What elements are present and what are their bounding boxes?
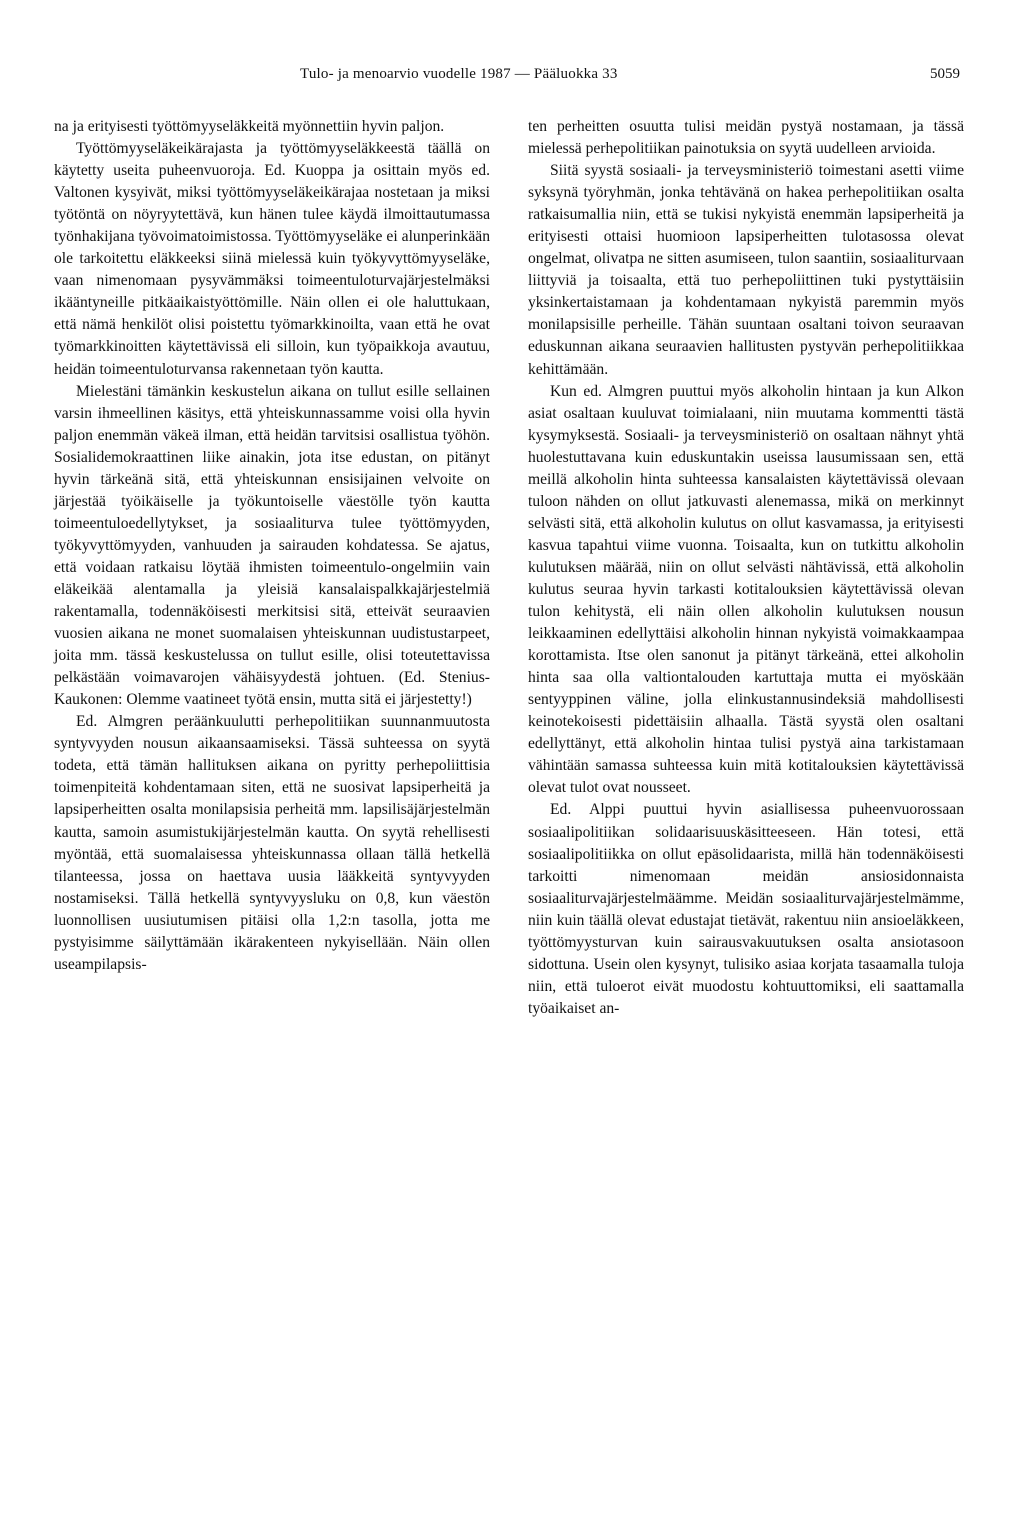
paragraph: Mielestäni tämänkin keskustelun aikana on tullut esille sellainen varsin ihmeellinen käsitys, että yhteiskunnassamme voisi olla hyvin paljon enemmän väkeä ilman, että heidän tarvitsisi osallistua työhön. Sosialidemokraattinen liike ainakin, jota itse edustan, on pitänyt hyvin tärkeänä sitä, että yhteiskunnan ensisijainen velvoite on järjestää työikäiselle ja työkuntoiselle väestölle työn kautta toimeentuloedellytykset, ja sosiaaliturva tulee työttömyyden, työkyvyttömyyden, vanhuuden ja sairauden kohdatessa. Se ajatus, että voidaan ratkaisu löytää ihmisten toimeentulo-ongelmiin vain eläkeikää alentamalla ja yleisiä kansalaispalkkajärjestelmiä rakentamalla, todennäköisesti merkitsisi sitä, etteivät seuraavien vuosien aikana ne monet suomalaisen yhteiskunnan uudistustarpeet, joita mm. tässä keskustelussa on tullut esille, olisi toteutettavissa pelkästään voimavarojen vähäisyydestä johtuen. (Ed. Stenius-Kaukonen: Olemme vaatineet työtä ensin, mutta sitä ei järjestetty!) — [54, 382, 490, 709]
page-header — [0, 66, 1024, 88]
page-number: 5059 — [930, 66, 960, 82]
paragraph: Siitä syystä sosiaali- ja terveysministeriö toimestani asetti viime syksynä työryhmän, jonka tehtävänä on hakea perhepolitiikan osalta ratkaisumallia niin, että se tukisi nykyistä enemmän lapsiperheitä ja erityisesti ottaisi huomioon lapsiperheitten tulotasossa olevat ongelmat, olivatpa ne sitten asumiseen, tulon saantiin, sosiaaliturvaan liittyviä ja toisaalta, että tuo perhepoliittinen tuki pystyttäisiin yksinkertaistamaan ja kohdentamaan nykyistä paremmin myös monilapsisille perheille. Tähän suuntaan osaltani toivon seuraavan eduskunnan aikana seuraavien hallitusten pystyvän perhepolitiikkaa kehittämään. — [528, 162, 964, 378]
paragraph: ten perheitten osuutta tulisi meidän pystyä nostamaan, ja tässä mielessä perhepolitiikan painotuksia on syytä uudelleen arvioida. — [528, 118, 964, 158]
paragraph: Kun ed. Almgren puuttui myös alkoholin hintaan ja kun Alkon asiat osaltaan kuuluvat toimialaani, niin muutama kommentti tästä kysymyksestä. Sosiaali- ja terveysministeriö on osaltaan nähnyt yhtä huolestuttavana kuin eduskuntakin useissa lausumissaan sen, että meillä alkoholin hinta suhteessa kansalaisten käytettävissä olevaan tuloon nähden on ollut jatkuvasti alenemassa, mikä on merkinnyt selvästi sitä, että alkoholin kulutus on ollut kasvamassa, ja erityisesti kasvua tapahtui viime vuonna. Toisaalta, kun on tutkittu alkoholin kulutuksen määrää, niin on ollut selvästi nähtävissä, että alkoholin kulutus seuraa hyvin tarkasti kotitalouksien käytettävissä olevan tulon kehitystä, eli näin ollen alkoholin kulutuksen nousun leikkaaminen edellyttäisi alkoholin hinnan nykyistä voimakkaampaa korottamista. Itse olen sanonut ja pitänyt tärkeänä, ettei alkoholin hinta saa olla valtiontalouden kartuttaja mutta ei myöskään sentyyppinen väline, jolla elinkustannusindeksiä mahdollisesti keinotekoisesti pidettäisiin alhaalla. Tästä syystä olen osaltani edellyttänyt, että alkoholin hintaa tulisi pystyä aina tarkistamaan vähintään samassa suhteessa kuin mitä kotitalouksien käytettävissä olevat tulot ovat nousseet. — [528, 382, 964, 797]
running-title: Tulo- ja menoarvio vuodelle 1987 — Pääluokka 33 — [300, 66, 618, 82]
paragraph: Ed. Alppi puuttui hyvin asiallisessa puheenvuorossaan sosiaalipolitiikan solidaarisuuskäsitteeseen. Hän totesi, että sosiaalipolitiikka on ollut epäsolidaarista, millä hän todennäköisesti tarkoitti nimenomaan meidän ansiosidonnaista sosiaaliturvajärjestelmäämme. Meidän sosiaaliturvajärjestelmämme, niin kuin täällä olevat edustajat tietävät, rakentuu niin ansioeläkkeen, työttömyysturvan kuin sairausvakuutuksen osalta ansiotasoon sidottuna. Usein olen kysynyt, tulisiko asiaa korjata tasaamalla tuloja niin, että tuloerot eivät muodostu kohtuuttomiksi, eli saattamalla työaikaiset an- — [528, 801, 964, 1017]
paragraph: Työttömyyseläkeikärajasta ja työttömyyseläkkeestä täällä on käytetty useita puheenvuoroja. Ed. Kuoppa ja osittain myös ed. Valtonen kysyivät, miksi työttömyyseläkeikärajaa nostetaan ja miksi työtöntä on nöyryytettävä, kun hänen tulee käydä ilmoittautumassa työnhakijana työvoimatoimistossa. Työttömyyseläke ei alunperinkään ole tarkoitettu eläkkeeksi siinä mielessä kuin työkyvyttömyyseläke, vaan nimenomaan pysyvämmäksi toimeentuloturvajärjestelmäksi ikääntyneille pitkäaikaistyöttömille. Näin ollen ei ole haluttukaan, että nämä henkilöt olisi poistettu työmarkkinoilta, vaan että he ovat työmarkkinoitten käytettävissä eli silloin, kun työpaikkoja avautuu, heidän toimeentuloturvansa rakennetaan työn kautta. — [54, 140, 490, 378]
paragraph: Ed. Almgren peräänkuulutti perhepolitiikan suunnanmuutosta syntyvyyden nousun aikaansaamiseksi. Tässä suhteessa on syytä todeta, että tämän hallituksen aikana on pyritty perhepoliittisia toimenpiteitä kohdentamaan siten, että ne suosivat lapsiperheitä ja lapsiperheitten osalta monilapsisia perheitä mm. lapsilisäjärjestelmän kautta, samoin asumistukijärjestelmän kautta. On syytä rehellisesti myöntää, että suomalaisessa yhteiskunnassa ollaan tällä hetkellä tilanteessa, jossa on haettava uusia lääkkeitä syntyvyyden nostamiseksi. Tällä hetkellä syntyvyysluku on 0,8, kun väestön luonnollisen uusiutumisen pitäisi olla 1,2:n tasolla, jotta me pystyisimme säilyttämään ikärakenteen nykyisellään. Näin ollen useampilapsis- — [54, 713, 490, 973]
paragraph: na ja erityisesti työttömyyseläkkeitä myönnettiin hyvin paljon. — [54, 118, 445, 135]
right-column — [528, 116, 964, 1020]
left-column — [54, 116, 490, 976]
